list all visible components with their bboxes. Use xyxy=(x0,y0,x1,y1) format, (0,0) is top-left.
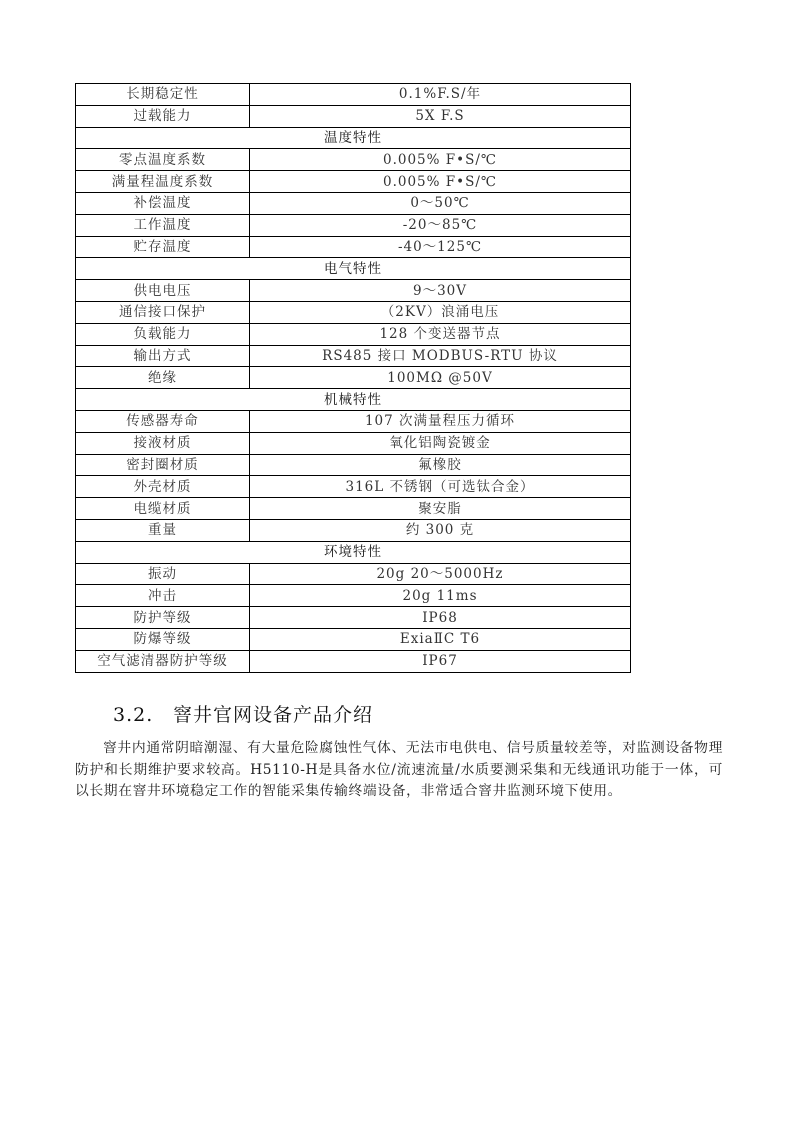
table-row xyxy=(76,149,631,171)
table-row xyxy=(76,280,631,302)
spec-value: 9～30V xyxy=(250,280,631,302)
spec-label: 接液材质 xyxy=(76,432,250,454)
spec-value: IP68 xyxy=(250,607,631,629)
spec-label: 重量 xyxy=(76,519,250,541)
spec-label: 零点温度系数 xyxy=(76,149,250,171)
spec-value: 0～50℃ xyxy=(250,192,631,214)
spec-label: 补偿温度 xyxy=(76,192,250,214)
table-row xyxy=(76,84,631,106)
spec-label: 长期稳定性 xyxy=(76,84,250,106)
spec-value: 20g 11ms xyxy=(250,585,631,607)
spec-label: 防爆等级 xyxy=(76,628,250,650)
table-row xyxy=(76,236,631,258)
spec-value: 5X F.S xyxy=(250,105,631,127)
spec-label: 供电电压 xyxy=(76,280,250,302)
section-title: 窨井官网设备产品介绍 xyxy=(173,704,374,726)
table-row xyxy=(76,585,631,607)
section-number: 3.2. xyxy=(113,704,154,726)
spec-label: 空气滤清器防护等级 xyxy=(76,650,250,672)
spec-table xyxy=(75,83,631,673)
spec-value: 100MΩ @50V xyxy=(250,367,631,389)
table-row xyxy=(76,345,631,367)
spec-table-body xyxy=(76,84,631,673)
spec-label: 过载能力 xyxy=(76,105,250,127)
body-paragraph: 窨井内通常阴暗潮湿、有大量危险腐蚀性气体、无法市电供电、信号质量较差等，对监测设备物理防护和长期维护要求较高。H5110-H是具备水位/流速流量/水质要测采集和无线通讯功能于一体，可以长期在窨井环境稳定工作的智能采集传输终端设备，非常适合窨井监测环境下使用。 xyxy=(75,740,723,799)
spec-label: 满量程温度系数 xyxy=(76,171,250,193)
table-row xyxy=(76,476,631,498)
table-row xyxy=(76,301,631,323)
spec-label: 防护等级 xyxy=(76,607,250,629)
spec-value: -40～125℃ xyxy=(250,236,631,258)
table-row xyxy=(76,192,631,214)
spec-value: 氟橡胶 xyxy=(250,454,631,476)
spec-label: 负载能力 xyxy=(76,323,250,345)
section-row xyxy=(76,541,631,563)
table-row xyxy=(76,628,631,650)
spec-label: 密封圈材质 xyxy=(76,454,250,476)
spec-value: ExiaⅡC T6 xyxy=(250,628,631,650)
section-title-cell: 温度特性 xyxy=(76,127,631,149)
table-row xyxy=(76,607,631,629)
table-row xyxy=(76,650,631,672)
section-title-cell: 电气特性 xyxy=(76,258,631,280)
table-row xyxy=(76,410,631,432)
spec-label: 外壳材质 xyxy=(76,476,250,498)
table-row xyxy=(76,519,631,541)
spec-value: 聚安脂 xyxy=(250,498,631,520)
table-row xyxy=(76,367,631,389)
table-row xyxy=(76,171,631,193)
spec-label: 通信接口保护 xyxy=(76,301,250,323)
spec-value: 约 300 克 xyxy=(250,519,631,541)
spec-label: 振动 xyxy=(76,563,250,585)
spec-value: 0.005% F•S/℃ xyxy=(250,171,631,193)
spec-value: 0.1%F.S/年 xyxy=(250,84,631,106)
spec-value: （2KV）浪涌电压 xyxy=(250,301,631,323)
spec-label: 输出方式 xyxy=(76,345,250,367)
spec-label: 冲击 xyxy=(76,585,250,607)
section-title-cell: 环境特性 xyxy=(76,541,631,563)
spec-value: 107 次满量程压力循环 xyxy=(250,410,631,432)
spec-label: 贮存温度 xyxy=(76,236,250,258)
table-row xyxy=(76,563,631,585)
table-row xyxy=(76,454,631,476)
table-row xyxy=(76,498,631,520)
spec-value: 20g 20～5000Hz xyxy=(250,563,631,585)
spec-label: 工作温度 xyxy=(76,214,250,236)
spec-value: 316L 不锈钢（可选钛合金） xyxy=(250,476,631,498)
section-title-cell: 机械特性 xyxy=(76,389,631,411)
section-row xyxy=(76,389,631,411)
table-row xyxy=(76,105,631,127)
spec-value: 氧化铝陶瓷镀金 xyxy=(250,432,631,454)
section-heading xyxy=(113,700,373,727)
table-row xyxy=(76,432,631,454)
spec-value: 0.005% F•S/℃ xyxy=(250,149,631,171)
section-row xyxy=(76,127,631,149)
spec-label: 绝缘 xyxy=(76,367,250,389)
table-row xyxy=(76,323,631,345)
table-row xyxy=(76,214,631,236)
spec-value: IP67 xyxy=(250,650,631,672)
spec-value: 128 个变送器节点 xyxy=(250,323,631,345)
spec-label: 电缆材质 xyxy=(76,498,250,520)
spec-value: RS485 接口 MODBUS-RTU 协议 xyxy=(250,345,631,367)
section-row xyxy=(76,258,631,280)
spec-label: 传感器寿命 xyxy=(76,410,250,432)
spec-value: -20～85℃ xyxy=(250,214,631,236)
